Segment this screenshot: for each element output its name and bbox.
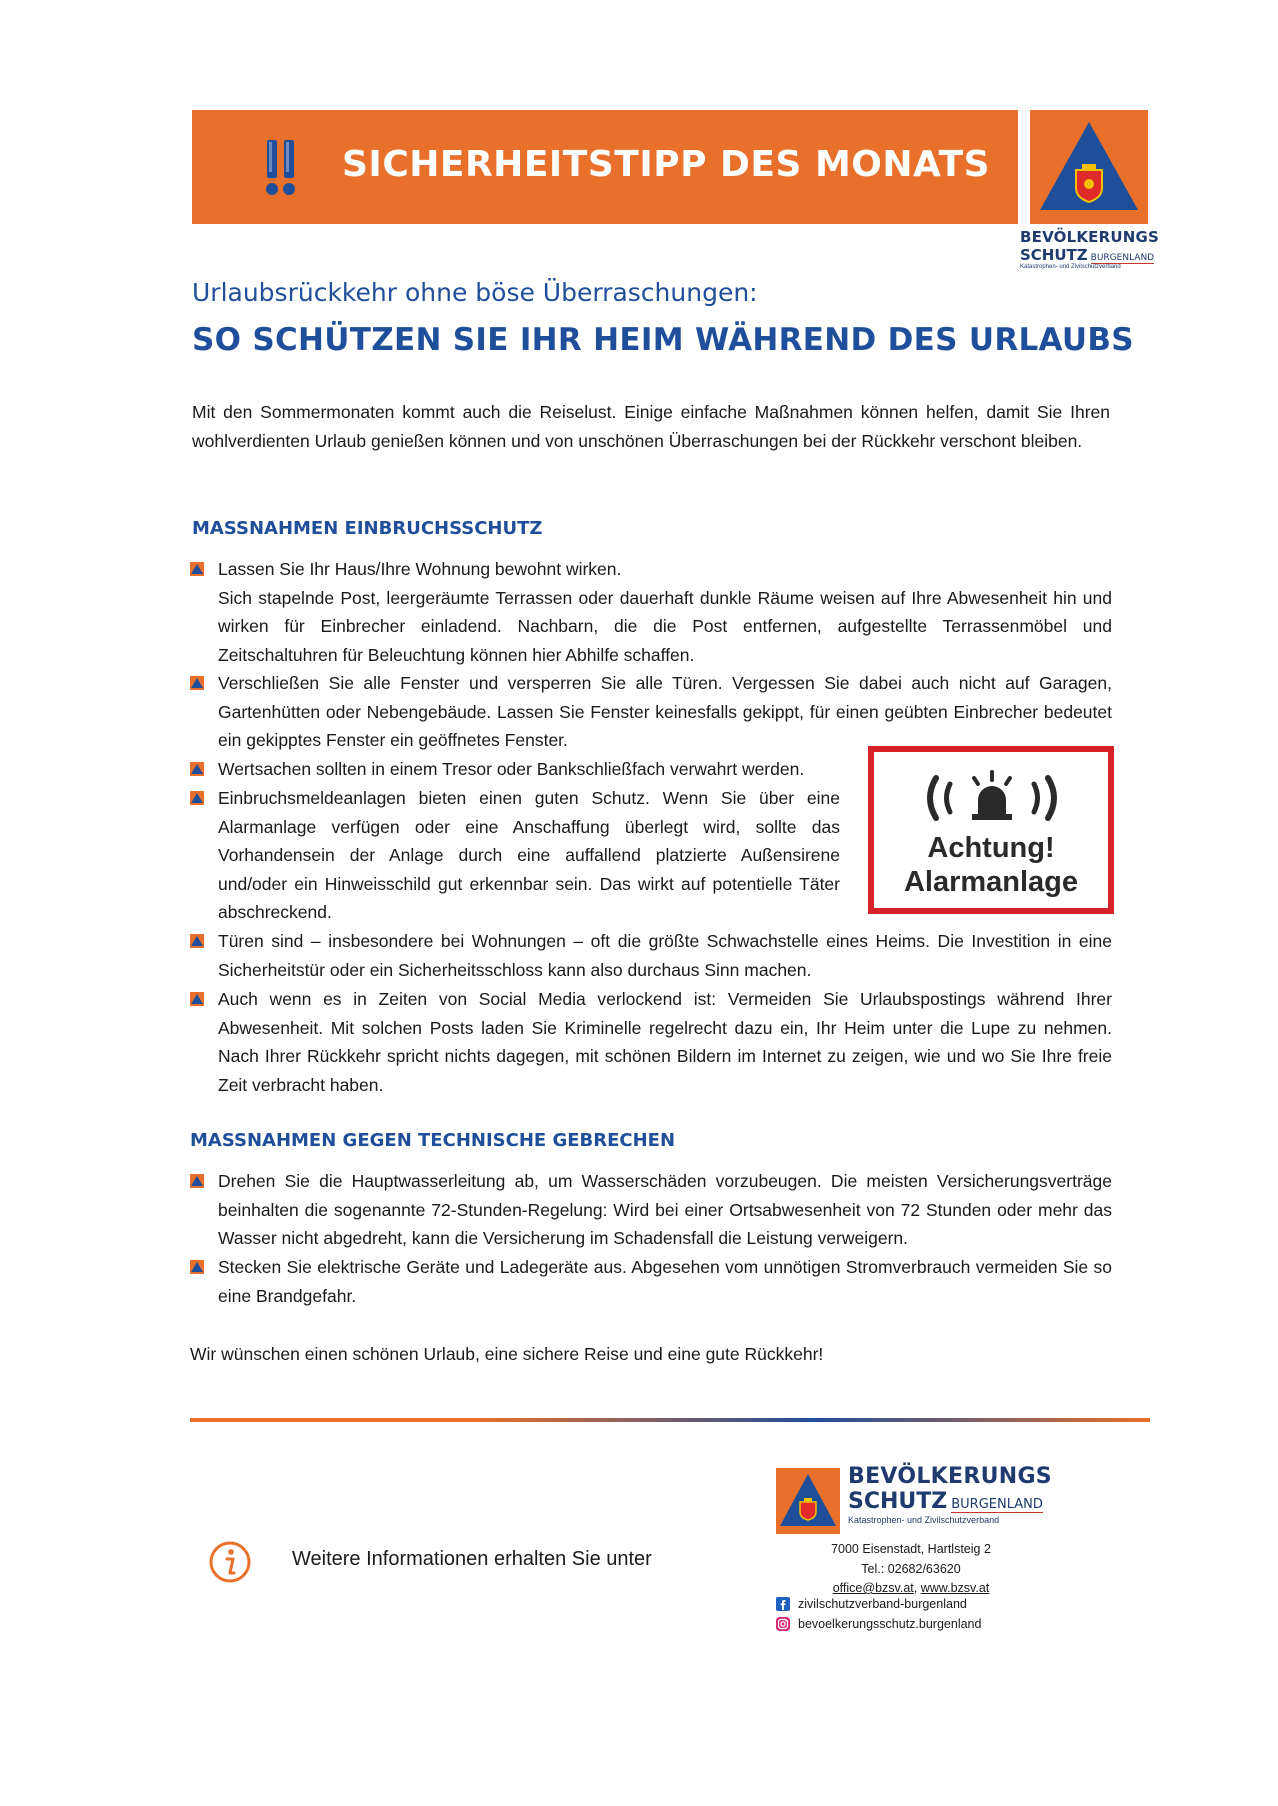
- divider: [190, 1418, 1150, 1422]
- logo-line2-text: SCHUTZ: [1020, 246, 1088, 264]
- bullet-text: Stecken Sie elektrische Geräte und Ladegeräte aus. Abgesehen vom unnötigen Stromverbrauch vermeiden Sie so eine Brandgefahr.: [218, 1257, 1112, 1306]
- bullet-triangle-icon: [190, 791, 204, 805]
- contact-phone: Tel.: 02682/63620: [861, 1561, 961, 1576]
- footer-logo-line1: BEVÖLKERUNGS: [848, 1464, 1052, 1489]
- contact-block: [776, 1540, 1046, 1599]
- logo-region: BURGENLAND: [1090, 253, 1155, 263]
- logo-line1: BEVÖLKERUNGS: [1020, 228, 1160, 246]
- bullet-text: Auch wenn es in Zeiten von Social Media verlockend ist: Vermeiden Sie Urlaubspostings während Ihrer Abwesenheit. Mit solchen Posts laden Sie Kriminelle regelrecht dazu ein, Ihr Heim unter die Lupe zu nehmen. Nach Ihrer Rückkehr spricht nichts dagegen, mit schönen Bildern im Internet zu zeigen, wie und wo Sie Ihre freie Zeit verbracht haben.: [218, 989, 1112, 1095]
- footer-logo-subtitle: Katastrophen- und Zivilschutzverband: [848, 1515, 1000, 1525]
- alarm-sign-line2: Alarmanlage: [903, 866, 1079, 898]
- page-subtitle: Urlaubsrückkehr ohne böse Überraschungen:: [192, 278, 758, 307]
- alarm-sign: [868, 746, 1114, 914]
- intro-paragraph: Mit den Sommermonaten kommt auch die Reiselust. Einige einfache Maßnahmen können helfen, damit Sie Ihren wohlverdienten Urlaub genießen können und von unschönen Überraschungen bei der Rückkehr verschont bleiben.: [192, 402, 1110, 451]
- logo-subtitle: Katastrophen- und Zivilschutzverband: [1020, 264, 1121, 270]
- bullet-triangle-icon: [190, 676, 204, 690]
- bullet-triangle-icon: [190, 762, 204, 776]
- logo-wordmark: [1020, 228, 1160, 270]
- bullet-text: Drehen Sie die Hauptwasserleitung ab, um Wasserschäden vorzubeugen. Die meisten Versicherungsverträge beinhalten die sogenannte 72-Stunden-Regelung: Wird bei einer Ortsabwesenheit von 72 Stunden oder mehr das Wasser nicht abgedreht, kann die Versicherung im Schadensfall die Leistung verweigern.: [218, 1171, 1112, 1249]
- facebook-icon: [776, 1597, 790, 1611]
- alarm-sign-line1: Achtung!: [927, 832, 1055, 864]
- list-item: [190, 985, 1112, 1099]
- instagram-link[interactable]: [776, 1617, 981, 1631]
- instagram-icon: [776, 1617, 790, 1631]
- bullet-triangle-icon: [190, 992, 204, 1006]
- email-link[interactable]: office@bzsv.at: [832, 1581, 914, 1595]
- info-icon: [208, 1540, 252, 1584]
- list-item: [190, 784, 840, 927]
- banner-title: SICHERHEITSTIPP DES MONATS: [342, 144, 991, 185]
- footer-logo: [776, 1468, 840, 1534]
- section-heading-technical: MASSNAHMEN GEGEN TECHNISCHE GEBRECHEN: [190, 1130, 676, 1151]
- double-exclamation-icon: [264, 140, 298, 196]
- logo-line2: [1020, 246, 1160, 264]
- list-item: [190, 1167, 1112, 1253]
- list-item: [190, 669, 1112, 755]
- bullet-text: Türen sind – insbesondere bei Wohnungen – oft die größte Schwachstelle eines Heims. Die Investition in eine Sicherheitstür oder ein Sicherheitsschloss kann also durchaus Sinn machen.: [218, 931, 1112, 980]
- bullet-text: Verschließen Sie alle Fenster und versperren Sie alle Türen. Vergessen Sie dabei auch nicht auf Garagen, Gartenhütten oder Nebengebäude. Lassen Sie Fenster keinesfalls gekippt, für einen geübten Einbrecher bedeutet ein gekipptes Fenster ein geöffnetes Fenster.: [218, 673, 1112, 751]
- list-item: [190, 555, 1112, 669]
- bullet-detail: Sich stapelnde Post, leergeräumte Terrassen oder dauerhaft dunkle Räume weisen auf Ihre Abwesenheit hin und wirken für Einbrecher einladend. Nachbarn, die die Post entfernen, aufgestellte Terrassenmöbel und Zeitschaltuhren für Beleuchtung können hier Abhilfe schaffen.: [218, 587, 1112, 665]
- list-item: [190, 755, 840, 784]
- list-item: [190, 1253, 1112, 1310]
- bullet-triangle-icon: [190, 1260, 204, 1274]
- closing-line: Wir wünschen einen schönen Urlaub, eine sichere Reise und eine gute Rückkehr!: [190, 1344, 824, 1364]
- web-link[interactable]: www.bzsv.at: [920, 1581, 990, 1595]
- bullet-triangle-icon: [190, 1174, 204, 1188]
- footer-logo-line2: [848, 1489, 1052, 1514]
- civil-protection-triangle-icon: [1030, 110, 1148, 224]
- info-text: Weitere Informationen erhalten Sie unter: [292, 1548, 652, 1570]
- footer-logo-region: BURGENLAND: [951, 1497, 1043, 1512]
- footer-logo-line2-text: SCHUTZ: [848, 1489, 948, 1514]
- bullet-triangle-icon: [190, 934, 204, 948]
- page-title: SO SCHÜTZEN SIE IHR HEIM WÄHREND DES URLAUBS: [192, 322, 1134, 358]
- instagram-handle: bevoelkerungsschutz.burgenland: [798, 1617, 982, 1631]
- bullet-text: Einbruchsmeldeanlagen bieten einen guten Schutz. Wenn Sie über eine Alarmanlage verfügen oder eine Anschaffung überlegt wird, sollte das Vorhandensein der Anlage durch eine auffallend platzierte Außensirene und/oder ein Hinweisschild gut erkennbar sein. Das wirkt auf potentielle Täter abschreckend.: [218, 788, 840, 923]
- organization-logo: [1030, 110, 1148, 224]
- header-banner: [192, 110, 1018, 224]
- bullet-first-line: Lassen Sie Ihr Haus/Ihre Wohnung bewohnt wirken.: [218, 559, 622, 579]
- alarm-siren-icon: [922, 770, 1062, 826]
- bullet-text: Wertsachen sollten in einem Tresor oder Bankschließfach verwahrt werden.: [218, 759, 805, 779]
- civil-protection-triangle-icon: [776, 1468, 840, 1534]
- facebook-handle: zivilschutzverband-burgenland: [798, 1597, 967, 1611]
- bullet-triangle-icon: [190, 562, 204, 576]
- list-item: [190, 927, 1112, 984]
- contact-links: office@bzsv.at, www.bzsv.at: [832, 1581, 990, 1595]
- facebook-link[interactable]: [776, 1597, 967, 1611]
- contact-address: 7000 Eisenstadt, Hartlsteig 2: [831, 1542, 991, 1556]
- section-heading-burglary: MASSNAHMEN EINBRUCHSSCHUTZ: [192, 518, 543, 539]
- footer-logo-wordmark: [848, 1464, 1052, 1525]
